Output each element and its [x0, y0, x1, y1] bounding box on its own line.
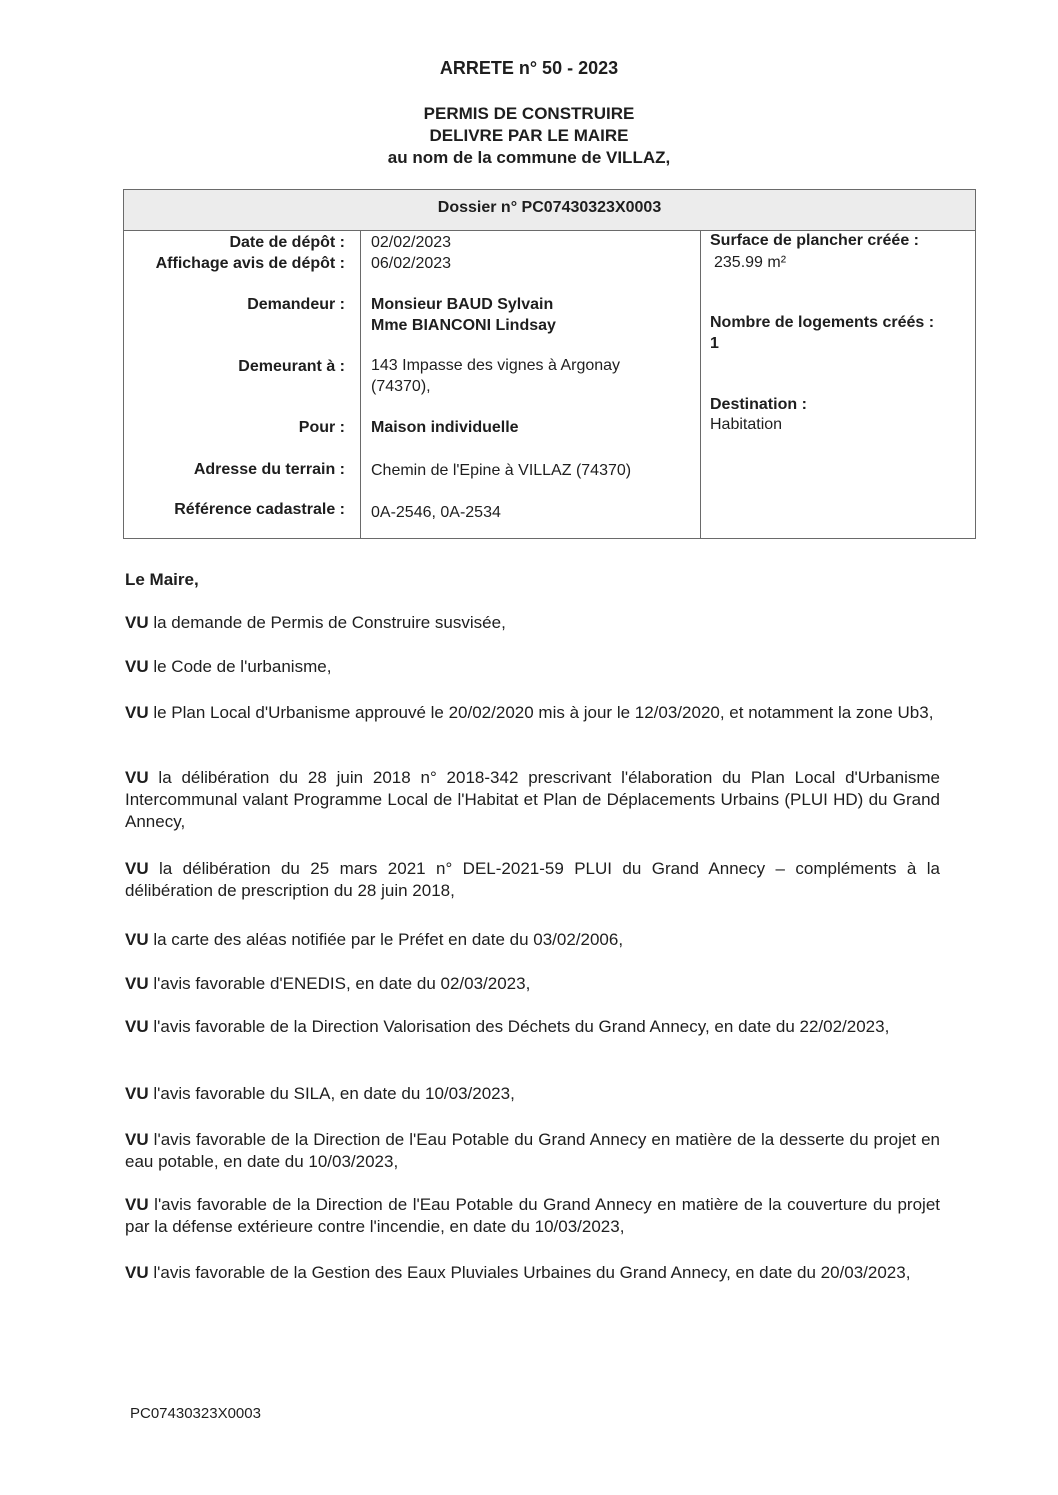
vu-text: la délibération du 28 juin 2018 n° 2018-342 prescrivant l'élaboration du Plan Local d'Urbanisme Intercommunal valant Programme Local de l'Habitat et Plan de Déplacements Urbains (PLUI HD) du Grand Annecy,	[125, 768, 940, 831]
vu-keyword: VU	[125, 703, 149, 722]
dossier-number: Dossier n° PC07430323X0003	[124, 190, 975, 231]
vu-text: l'avis favorable d'ENEDIS, en date du 02/03/2023,	[148, 974, 531, 993]
vu-clause	[125, 1262, 940, 1284]
logements-label: Nombre de logements créés :	[710, 314, 935, 331]
demeurant-address-1: 143 Impasse des vignes à Argonay	[371, 357, 621, 374]
column-divider	[700, 230, 701, 538]
column-divider	[360, 230, 361, 538]
vu-text: la carte des aléas notifiée par le Préfet en date du 03/02/2006,	[148, 930, 624, 949]
permit-title: PERMIS DE CONSTRUIRE	[423, 104, 635, 123]
demeurant-address-2: (74370),	[371, 378, 431, 395]
demeurant-label: Demeurant à :	[238, 358, 345, 375]
vu-clause	[125, 929, 940, 951]
affichage-value: 06/02/2023	[371, 255, 452, 272]
arrete-number: ARRETE n° 50 - 2023	[439, 58, 619, 78]
vu-text: l'avis favorable du SILA, en date du 10/03/2023,	[148, 1084, 515, 1103]
vu-clause	[125, 767, 940, 833]
demandeur-name-2: Mme BIANCONI Lindsay	[371, 317, 556, 334]
logements-value: 1	[710, 335, 719, 352]
vu-keyword: VU	[125, 1195, 149, 1214]
vu-text: la délibération du 25 mars 2021 n° DEL-2021-59 PLUI du Grand Annecy – compléments à la délibération de prescription du 28 juin 2018,	[125, 859, 940, 900]
vu-clause	[125, 1129, 940, 1173]
vu-clause	[125, 858, 940, 902]
demandeur-label: Demandeur :	[247, 296, 345, 313]
vu-text: l'avis favorable de la Gestion des Eaux Pluviales Urbaines du Grand Annecy, en date du 20/03/2023,	[148, 1263, 911, 1282]
vu-keyword: VU	[125, 1263, 149, 1282]
le-maire	[125, 569, 940, 591]
reference-label: Référence cadastrale :	[174, 501, 345, 518]
destination-value: Habitation	[710, 416, 783, 433]
vu-keyword: VU	[125, 1130, 149, 1149]
vu-text: le Code de l'urbanisme,	[148, 657, 332, 676]
vu-text: l'avis favorable de la Direction Valorisation des Déchets du Grand Annecy, en date du 22/02/2023,	[148, 1017, 890, 1036]
pour-label: Pour :	[298, 419, 345, 436]
vu-text: l'avis favorable de la Direction de l'Eau Potable du Grand Annecy en matière de la couverture du projet par la défense extérieure contre l'incendie, en date du 10/03/2023,	[125, 1195, 940, 1236]
vu-keyword: VU	[125, 768, 149, 787]
surface-label: Surface de plancher créée :	[710, 232, 919, 249]
vu-keyword: VU	[125, 657, 149, 676]
adresse-value: Chemin de l'Epine à VILLAZ (74370)	[371, 462, 632, 479]
vu-clause	[125, 1083, 940, 1105]
vu-keyword: VU	[125, 859, 149, 878]
vu-text: le Plan Local d'Urbanisme approuvé le 20/02/2020 mis à jour le 12/03/2020, et notamment la zone Ub3,	[148, 703, 934, 722]
vu-clause	[125, 973, 940, 995]
date-depot-value: 02/02/2023	[371, 234, 452, 251]
adresse-label: Adresse du terrain :	[193, 461, 345, 478]
vu-clause	[125, 702, 940, 724]
vu-clause	[125, 1194, 940, 1238]
vu-text: la demande de Permis de Construire susvisée,	[148, 613, 506, 632]
vu-clause	[125, 656, 940, 678]
delivered-by: DELIVRE PAR LE MAIRE	[429, 126, 629, 145]
reference-value: 0A-2546, 0A-2534	[371, 504, 501, 521]
vu-keyword: VU	[125, 930, 149, 949]
dossier-box	[123, 189, 976, 539]
surface-value: 235.99 m²	[714, 254, 787, 271]
vu-keyword: VU	[125, 1084, 149, 1103]
date-depot-label: Date de dépôt :	[229, 234, 345, 251]
vu-keyword: VU	[125, 974, 149, 993]
footer-reference: PC07430323X0003	[130, 1405, 261, 1422]
vu-text: l'avis favorable de la Direction de l'Eau Potable du Grand Annecy en matière de la desserte du projet en eau potable, en date du 10/03/2023,	[125, 1130, 940, 1171]
commune-line: au nom de la commune de VILLAZ,	[387, 148, 671, 167]
le-maire-heading: Le Maire,	[125, 570, 199, 589]
pour-value: Maison individuelle	[371, 419, 519, 436]
destination-label: Destination :	[710, 396, 807, 413]
vu-keyword: VU	[125, 613, 149, 632]
demandeur-name-1: Monsieur BAUD Sylvain	[371, 296, 554, 313]
affichage-label: Affichage avis de dépôt :	[155, 255, 345, 272]
vu-clause	[125, 612, 940, 634]
vu-clause	[125, 1016, 940, 1038]
vu-keyword: VU	[125, 1017, 149, 1036]
